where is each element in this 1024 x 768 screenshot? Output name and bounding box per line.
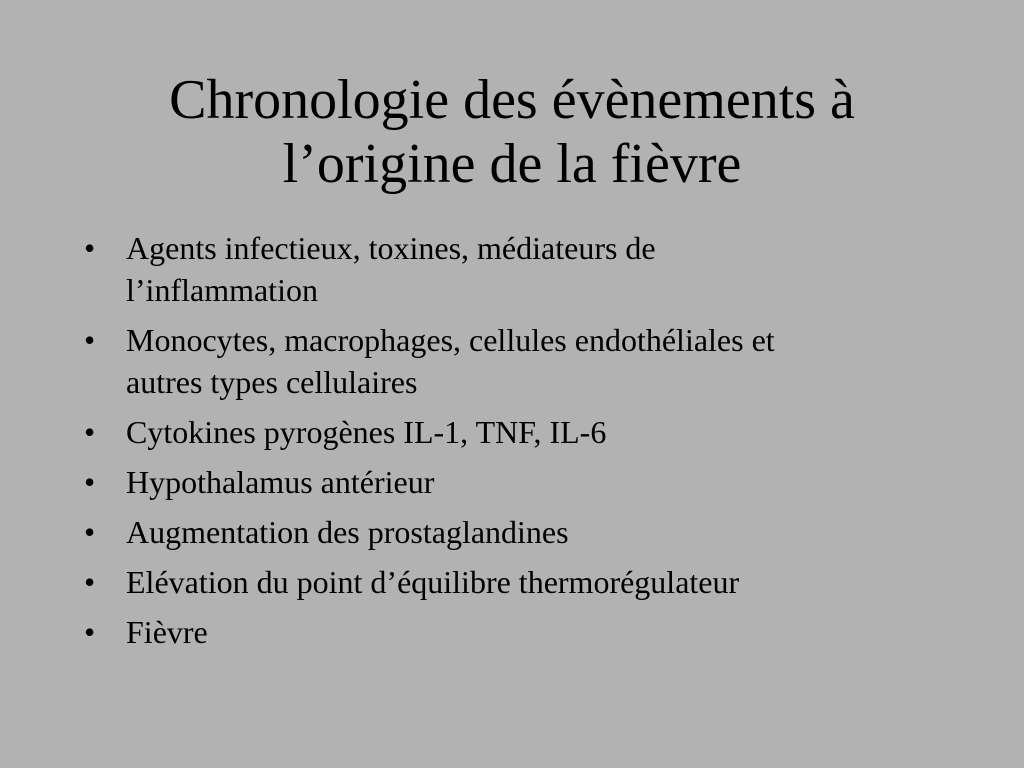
bullet-item: • Elévation du point d’équilibre thermorégulateur	[84, 561, 964, 603]
slide-title: Chronologie des évènements à l’origine de la fièvre	[169, 69, 855, 195]
bullet-item: • Hypothalamus antérieur	[84, 461, 964, 503]
bullet-item: • Agents infectieux, toxines, médiateurs de l’inflammation	[84, 227, 964, 311]
bullet-item: • Augmentation des prostaglandines	[84, 511, 964, 553]
bullet-item: • Fièvre	[84, 611, 964, 653]
bullet-item: • Monocytes, macrophages, cellules endothéliales et autres types cellulaires	[84, 319, 964, 403]
bullet-list	[84, 227, 964, 661]
bullet-item: • Cytokines pyrogènes IL-1, TNF, IL-6	[84, 411, 964, 453]
